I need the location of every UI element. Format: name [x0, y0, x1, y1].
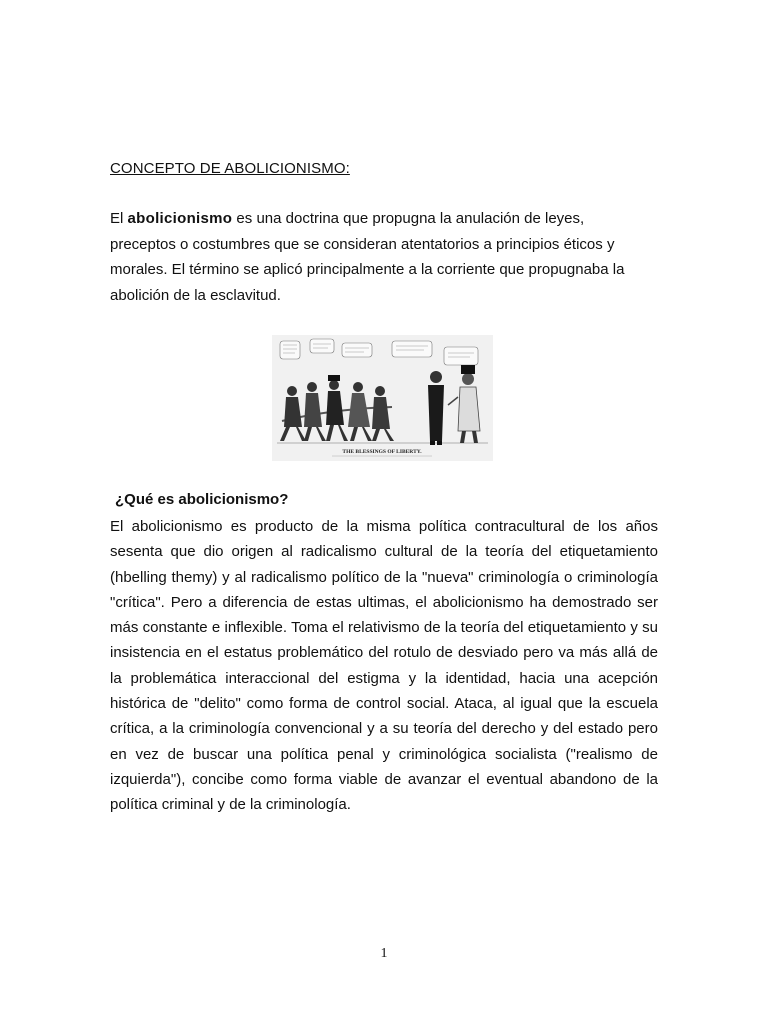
page-number: 1	[380, 946, 388, 961]
intro-paragraph	[110, 206, 650, 308]
historical-cartoon-illustration	[272, 335, 493, 461]
intro-prefix: El	[110, 210, 128, 227]
section-body: El abolicionismo es producto de la misma política contracultural de los años sesenta que dio origen al radicalismo cultural de la teoría del etiquetamiento (hbelling themy) y al radicalismo político de la "nueva" criminología o criminología "crítica". Pero a diferencia de estas ultimas, el abolicionismo ha demostrado ser más constante e inflexible. Toma el relativismo de la teoría del etiquetamiento y su insistencia en el estatus problemático del rotulo de desviado pero va más allá de la problemática interaccional del estigma y la identidad, hacia una acepción histórica de "delito" como forma de control social. Ataca, al igual que la escuela crítica, a la criminología convencional y a su teoría del derecho y del estado pero en vez de buscar una política penal y criminológica socialista ("realismo de izquierda"), concibe como forma viable de avanzar el eventual abandono de la política criminal y de la criminología.	[110, 518, 658, 814]
section-title: ¿Qué es abolicionismo?	[115, 491, 289, 508]
illustration-caption: THE BLESSINGS OF LIBERTY.	[342, 449, 422, 455]
document-heading: CONCEPTO DE ABOLICIONISMO:	[110, 160, 350, 177]
intro-rest: es una doctrina que propugna la anulación de leyes, preceptos o costumbres que se consideran atentatorios a principios éticos y morales. El término se aplicó principalmente a la corriente que propugnaba la abolición de la esclavitud.	[110, 210, 625, 304]
intro-bold-term: abolicionismo	[127, 210, 233, 227]
